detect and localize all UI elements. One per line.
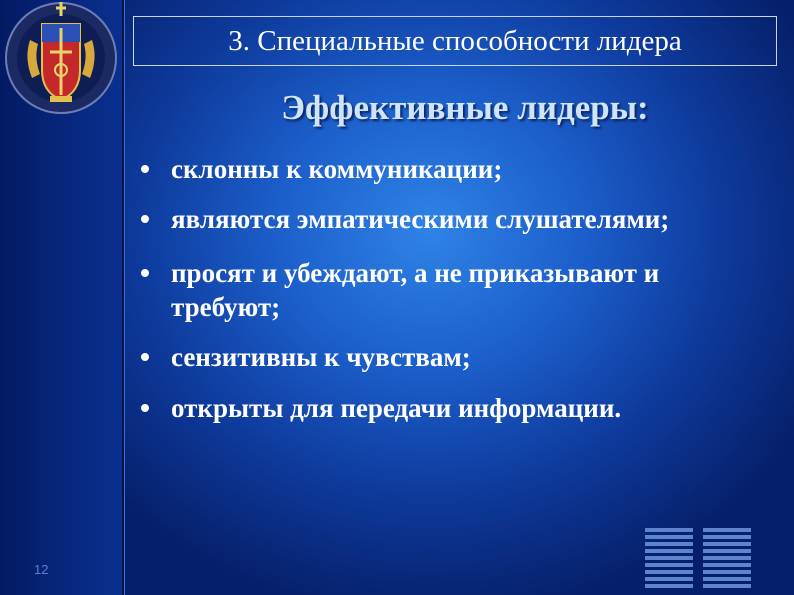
bullet-dot-icon bbox=[141, 165, 149, 173]
slide-title: 3. Специальные способности лидера bbox=[133, 16, 777, 66]
sidebar-divider bbox=[122, 0, 124, 595]
bullet-dot-icon bbox=[141, 404, 149, 412]
bullet-dot-icon bbox=[141, 269, 149, 277]
bullet-text: склонны к коммуникации; bbox=[171, 154, 503, 184]
bullet-dot-icon bbox=[141, 215, 149, 223]
bullet-item bbox=[165, 202, 775, 236]
bullet-dot-icon bbox=[141, 353, 149, 361]
bullet-text: открыты для передачи информации. bbox=[171, 393, 622, 423]
academy-logo bbox=[0, 0, 122, 122]
bullet-text: являются эмпатическими слушателями; bbox=[171, 204, 670, 234]
bullet-item bbox=[165, 256, 775, 324]
slide-number: 12 bbox=[34, 562, 49, 577]
bullet-text: просят и убеждают, а не приказывают и требуют; bbox=[171, 258, 660, 322]
bullet-item bbox=[165, 152, 775, 186]
bullet-text: сензитивны к чувствам; bbox=[171, 342, 471, 372]
bullet-item bbox=[165, 391, 775, 425]
bullet-item bbox=[165, 340, 775, 374]
slide-subtitle: Эффективные лидеры: bbox=[281, 88, 649, 127]
